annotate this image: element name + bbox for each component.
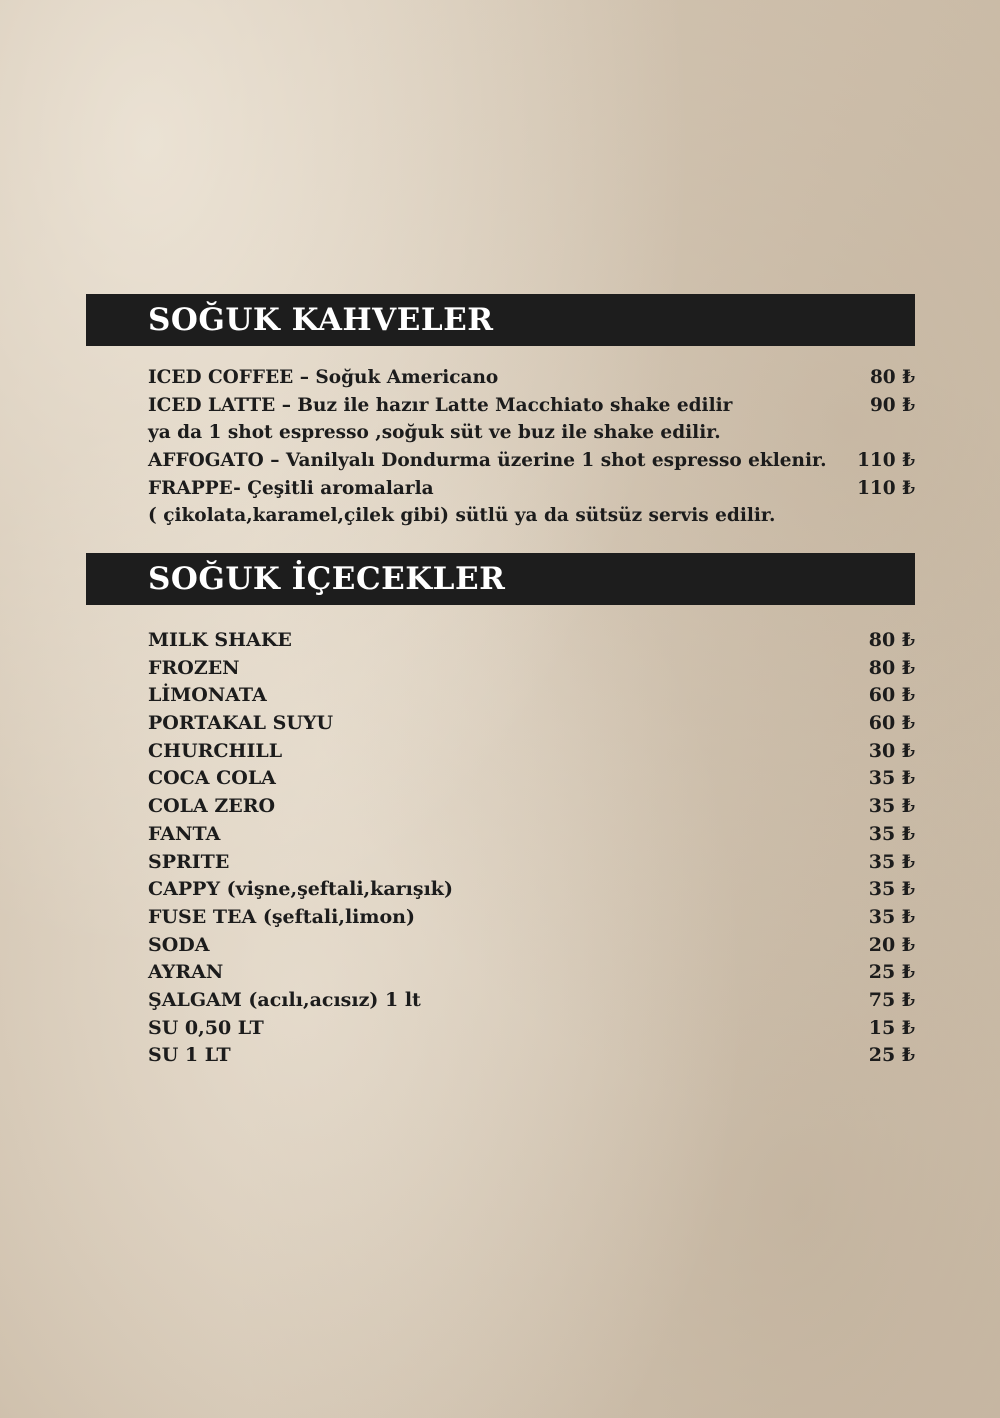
item-price: 15 ₺ xyxy=(868,1016,915,1039)
item-price: 20 ₺ xyxy=(868,933,915,956)
section-header-soguk-icecekler xyxy=(86,553,915,605)
item-name: FRAPPE- Çeşitli aromalarla xyxy=(148,477,434,499)
item-price: 60 ₺ xyxy=(868,712,915,735)
item-name: AFFOGATO – Vanilyalı Dondurma üzerine 1 shot espresso eklenir. xyxy=(148,450,827,472)
menu-item xyxy=(148,710,915,738)
item-price: 80 ₺ xyxy=(868,656,915,679)
item-price: 80 ₺ xyxy=(869,367,915,388)
menu-item xyxy=(148,932,915,960)
section-title: SOĞUK İÇECEKLER xyxy=(148,561,506,597)
item-price: 35 ₺ xyxy=(868,850,915,873)
menu-item xyxy=(148,1042,915,1070)
menu-item xyxy=(148,765,915,793)
item-price: 35 ₺ xyxy=(868,822,915,845)
item-name: MILK SHAKE xyxy=(148,629,292,651)
item-name: COLA ZERO xyxy=(148,795,276,818)
item-price: 30 ₺ xyxy=(868,739,915,762)
menu-item-description xyxy=(148,419,915,447)
item-name: AYRAN xyxy=(148,961,224,984)
item-name: ICED COFFEE – Soğuk Americano xyxy=(148,367,499,388)
item-price: 35 ₺ xyxy=(868,878,915,901)
item-price: 25 ₺ xyxy=(868,1044,915,1067)
menu-item xyxy=(148,364,915,392)
section-header-soguk-kahveler xyxy=(86,294,915,346)
item-name: SODA xyxy=(148,933,210,956)
item-name: PORTAKAL SUYU xyxy=(148,712,334,735)
item-name: SU 1 LT xyxy=(148,1044,231,1067)
item-price: 110 ₺ xyxy=(857,477,915,499)
item-name: ICED LATTE – Buz ile hazır Latte Macchiato shake edilir xyxy=(148,394,733,416)
item-price: 35 ₺ xyxy=(868,795,915,818)
menu-item xyxy=(148,959,915,987)
item-price: 75 ₺ xyxy=(868,988,915,1011)
item-price: 60 ₺ xyxy=(868,684,915,707)
section-title: SOĞUK KAHVELER xyxy=(148,302,494,338)
menu-item xyxy=(148,987,915,1015)
item-price: 80 ₺ xyxy=(868,629,915,651)
item-name: CHURCHILL xyxy=(148,739,283,762)
item-name: ŞALGAM (acılı,acısız) 1 lt xyxy=(148,988,421,1011)
item-name: CAPPY (vişne,şeftali,karışık) xyxy=(148,878,453,901)
menu-item xyxy=(148,627,915,655)
menu-item xyxy=(148,849,915,877)
menu-item xyxy=(148,876,915,904)
item-name: SU 0,50 LT xyxy=(148,1016,264,1039)
menu-item xyxy=(148,682,915,710)
menu-item xyxy=(148,447,915,475)
menu-item xyxy=(148,1015,915,1043)
item-name: LİMONATA xyxy=(148,684,267,707)
coffee-list xyxy=(148,364,915,530)
menu-item xyxy=(148,655,915,683)
item-name: FUSE TEA (şeftali,limon) xyxy=(148,905,415,928)
item-name: ya da 1 shot espresso ,soğuk süt ve buz ile shake edilir. xyxy=(148,422,721,444)
menu-item xyxy=(148,793,915,821)
item-price: 25 ₺ xyxy=(868,961,915,984)
item-price: 35 ₺ xyxy=(868,767,915,790)
menu-item xyxy=(148,475,915,503)
drinks-list xyxy=(148,627,915,1070)
item-name: SPRITE xyxy=(148,850,230,873)
item-name: ( çikolata,karamel,çilek gibi) sütlü ya da sütsüz servis edilir. xyxy=(148,505,776,527)
menu-item-description xyxy=(148,502,915,530)
menu-item xyxy=(148,904,915,932)
menu-item xyxy=(148,821,915,849)
item-price: 35 ₺ xyxy=(868,905,915,928)
item-price: 110 ₺ xyxy=(857,450,915,472)
item-name: FROZEN xyxy=(148,656,240,679)
menu-item xyxy=(148,392,915,420)
item-price: 90 ₺ xyxy=(869,394,915,416)
item-name: COCA COLA xyxy=(148,767,276,790)
item-name: FANTA xyxy=(148,822,221,845)
menu-item xyxy=(148,738,915,766)
